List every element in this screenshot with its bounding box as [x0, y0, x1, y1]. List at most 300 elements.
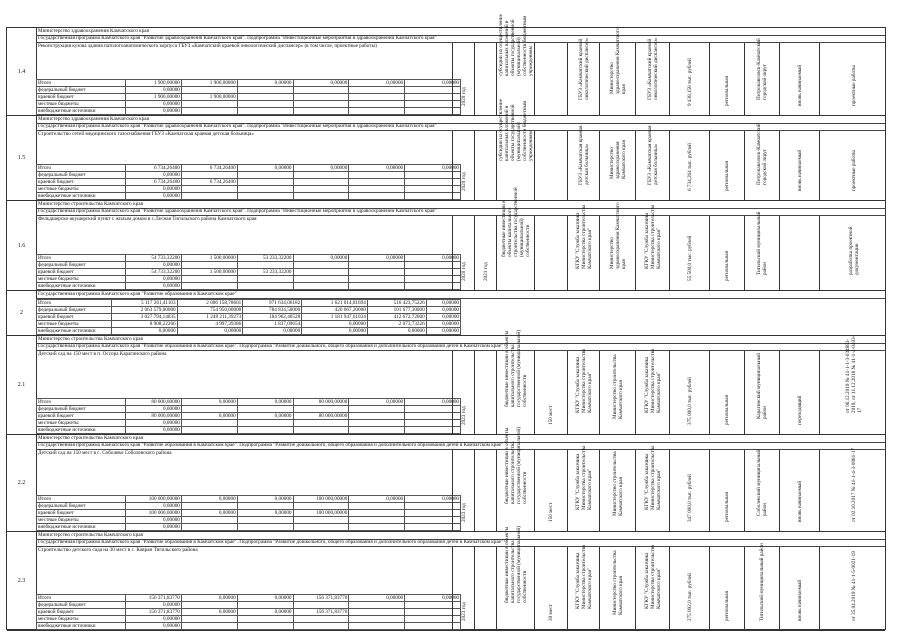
- financing-value: 100 000,00000: [126, 510, 182, 517]
- financing-row: [37, 269, 461, 276]
- financing-value: [293, 87, 349, 94]
- financing-value: 0,00000: [181, 413, 237, 420]
- attribute-text: КГКУ "Служба заказчика Министерства строительства Камчатского края": [574, 445, 593, 510]
- attribute-text: КГКУ "Служба заказчика Министерства строительства Камчатского края": [643, 445, 662, 510]
- attribute-cell-significance: [709, 450, 744, 531]
- attribute-text: вновь начинаемый: [796, 64, 803, 106]
- financing-source-label: федеральный бюджет: [37, 307, 112, 314]
- attribute-cell-responsible-executive: [599, 450, 635, 531]
- financing-value: 2 073,73226: [367, 321, 426, 328]
- financing-value: 80 000,00000: [126, 399, 182, 406]
- financing-source-label: внебюджетные источники: [37, 283, 126, 290]
- financing-value: 2 006 158,78601: [177, 300, 243, 307]
- program-header: Государственная программа Камчатского края "Развитие образования в Камчатском крае": [36, 291, 885, 299]
- financing-row: [37, 524, 461, 531]
- financing-value: 0,00000: [181, 496, 237, 503]
- financing-source-label: внебюджетные источники: [37, 193, 126, 200]
- financing-row: [37, 108, 461, 115]
- financing-value: [237, 420, 293, 427]
- attribute-text: вновь начинаемый: [796, 579, 803, 621]
- attribute-cell-year-start: [452, 547, 474, 630]
- attribute-text: 375 000,0 тыс. рублей: [686, 377, 693, 425]
- financing-value: [181, 517, 237, 524]
- financing-source-label: федеральный бюджет: [37, 602, 126, 609]
- financing-value: 80 000,00000: [293, 413, 349, 420]
- financing-value: [349, 609, 405, 616]
- financing-value: [181, 524, 237, 531]
- financing-value: 0,00000: [426, 328, 460, 335]
- financing-value: [237, 94, 293, 101]
- object-name: Детский сад на 150 мест в с. Соболево Соболевского района: [38, 450, 172, 456]
- financing-value: [293, 94, 349, 101]
- financing-value: [237, 427, 293, 434]
- financing-row: [37, 172, 461, 179]
- financing-value: [349, 420, 405, 427]
- row-number: 1.6: [7, 201, 37, 290]
- financing-value: 0,00000: [349, 255, 405, 262]
- financing-source-label: местные бюджеты: [37, 276, 126, 283]
- attribute-text: Министерство здравоохранения Камчатского края: [608, 202, 627, 269]
- financing-value: [293, 283, 349, 290]
- attribute-text: КГКУ "Служба заказчика Министерства строительства Камчатского края": [643, 204, 662, 269]
- financing-value: [237, 87, 293, 94]
- financing-source-label: краевой бюджет: [37, 609, 126, 616]
- financing-value: [349, 427, 405, 434]
- financing-row: [37, 321, 461, 328]
- attribute-cell-estimated-cost: [669, 216, 709, 290]
- attribute-cell-object-status: [779, 43, 819, 115]
- financing-source-label: внебюджетные источники: [37, 524, 126, 531]
- row-number: 2: [7, 291, 37, 335]
- financing-value: [181, 427, 237, 434]
- financing-value: [293, 517, 349, 524]
- attribute-cell-customer: [567, 125, 599, 200]
- financing-value: 1 248 211,39273: [177, 314, 243, 321]
- financing-value: 1 500,00000: [181, 269, 237, 276]
- financing-value: [237, 172, 293, 179]
- attribute-cell-customer: [567, 445, 599, 531]
- financing-row: [37, 427, 461, 434]
- attribute-text: субсидии на осуществление капитальных вложений в объекты государственной (муниципальной) собственности бюджетным учреждениям: [497, 98, 534, 161]
- financing-value: 0,00000: [237, 510, 293, 517]
- financing-value: 0,00000: [126, 517, 182, 524]
- financing-value: 0,00000: [181, 609, 237, 616]
- financing-value: 0,00000: [126, 283, 182, 290]
- attribute-cell-estimated-cost: [669, 43, 709, 115]
- financing-row: [37, 602, 461, 609]
- attribute-text: Министерство строительства Камчатского края: [611, 451, 624, 516]
- attribute-text: Тигильский муниципальный район: [759, 543, 765, 621]
- program-header: Государственная программа Камчатского края "Развитие образования в Камчатском крае". Подпрограмма "Развитие дошкольного, общего образования и дополнительного образования детей в Камчатском крае": [36, 539, 885, 547]
- financing-row: [37, 262, 461, 269]
- attribute-cell-estimated-cost: [669, 547, 709, 630]
- attribute-cell-responsible-executive: [599, 351, 635, 434]
- financing-source-label: краевой бюджет: [37, 269, 126, 276]
- financing-row: [37, 165, 461, 172]
- attribute-cell-developer: [635, 125, 669, 200]
- attribute-text: КГКУ "Служба заказчика Министерства строительства Камчатского края": [574, 544, 593, 609]
- financing-row: [37, 517, 461, 524]
- attribute-cell-year-end: [474, 43, 496, 115]
- attribute-cell-responsible-executive: [599, 27, 635, 115]
- financing-source-label: Итого: [37, 165, 126, 172]
- financing-table: [36, 254, 461, 290]
- attribute-cell-year-end: [474, 547, 496, 630]
- attribute-cell-year-start: [452, 131, 474, 200]
- attribute-text: бюджетные инвестиции в объекты капитального строительства государственной (муниципальной) собственности: [500, 187, 531, 257]
- financing-value: 0,00000: [302, 328, 368, 335]
- attribute-text: проектные работы: [850, 150, 857, 191]
- financing-table: [36, 79, 461, 115]
- financing-value: [293, 193, 349, 200]
- project-section: [7, 98, 885, 201]
- financing-row: [37, 193, 461, 200]
- attribute-cell-object-status: [779, 131, 819, 200]
- financing-value: 0,00000: [237, 399, 293, 406]
- financing-row: [37, 300, 461, 307]
- row-number: 1.5: [7, 116, 37, 200]
- financing-value: [181, 503, 237, 510]
- financing-value: [349, 94, 405, 101]
- attribute-cell-expertise-info: [819, 216, 887, 290]
- financing-value: [349, 87, 405, 94]
- financing-value: [349, 283, 405, 290]
- financing-value: 100 000,00000: [293, 510, 349, 517]
- attribute-cell-expertise-info: [819, 447, 887, 531]
- attribute-text: 150 мест: [548, 405, 554, 425]
- object-name: Детский сад на 150 мест в п. Оссора Карагинского района: [38, 351, 167, 357]
- ministry-header: Министерство здравоохранения Камчатского края: [36, 116, 885, 124]
- financing-value: [181, 186, 237, 193]
- attribute-cell-municipality: [744, 211, 779, 290]
- attribute-cell-year-start: [452, 43, 474, 115]
- attribute-cell-estimated-cost: [669, 450, 709, 531]
- attribute-text: Министерство здравоохранения Камчатского края: [608, 140, 627, 179]
- financing-source-label: Итого: [37, 496, 126, 503]
- financing-source-label: внебюджетные источники: [37, 427, 126, 434]
- attribute-cell-investment-form: [496, 526, 534, 630]
- attribute-text: Министерство здравоохранения Камчатского края: [608, 27, 627, 94]
- financing-value: [349, 276, 405, 283]
- financing-row: [37, 406, 461, 413]
- financing-value: 1 900,00000: [181, 80, 237, 87]
- financing-row: [37, 420, 461, 427]
- attribute-cell-object-status: [779, 547, 819, 630]
- financing-value: 0,00000: [126, 101, 182, 108]
- financing-value: 1 900,00000: [126, 94, 182, 101]
- financing-row: [37, 510, 461, 517]
- financing-value: [237, 406, 293, 413]
- financing-value: 156 371,83770: [126, 595, 182, 602]
- attribute-text: 150 мест: [548, 502, 554, 522]
- financing-value: 0,00000: [126, 262, 182, 269]
- attribute-text: 2021 год: [482, 262, 489, 281]
- financing-source-label: внебюджетные источники: [37, 108, 126, 115]
- financing-value: 0,00000: [405, 80, 461, 87]
- ministry-header: Министерство строительства Камчатского края: [36, 201, 885, 209]
- financing-value: [237, 101, 293, 108]
- financing-value: [181, 406, 237, 413]
- financing-value: [181, 602, 237, 609]
- financing-value: [349, 269, 405, 276]
- financing-row: [37, 179, 461, 186]
- financing-source-label: внебюджетные источники: [37, 623, 126, 630]
- financing-source-label: краевой бюджет: [37, 314, 112, 321]
- ministry-header: Министерство строительства Камчатского края: [36, 532, 885, 540]
- program-header: Государственная программа Камчатского края "Развитие здравоохранения Камчатского края". Подпрограмма "Инвестиционные мероприятия в здравоохранении Камчатского края": [36, 35, 885, 43]
- financing-value: 1 181 947,61034: [302, 314, 368, 321]
- financing-value: 0,00000: [405, 255, 461, 262]
- financing-value: [237, 276, 293, 283]
- attribute-text: Министерство строительства Камчатского края: [611, 354, 624, 419]
- financing-value: 54 733,32200: [126, 255, 182, 262]
- object-name: Фельдшерско-акушерский пункт с жилым домом в с.Лесная Тигильского района Камчатского края: [38, 216, 257, 222]
- financing-value: 1 500,00000: [181, 255, 237, 262]
- financing-value: [293, 427, 349, 434]
- attribute-cell-municipality: [744, 38, 779, 115]
- attribute-cell-estimated-cost: [669, 351, 709, 434]
- financing-value: 3 027 794,14835: [112, 314, 178, 321]
- ministry-header: Министерство строительства Камчатского края: [36, 336, 885, 344]
- program-summary-section: [7, 291, 885, 336]
- project-section: [7, 330, 885, 435]
- financing-value: 0,00000: [126, 193, 182, 200]
- financing-value: 184 962,46528: [243, 314, 302, 321]
- attribute-cell-significance: [709, 351, 744, 434]
- financing-value: 0,00000: [181, 595, 237, 602]
- financing-value: 100 000,00000: [126, 496, 182, 503]
- financing-value: 0,00000: [237, 413, 293, 420]
- attribute-text: региональная: [724, 76, 730, 106]
- financing-value: [181, 101, 237, 108]
- financing-source-label: федеральный бюджет: [37, 503, 126, 510]
- financing-value: 0,00000: [237, 609, 293, 616]
- attribute-text: региональная: [724, 591, 730, 621]
- financing-value: 0,00000: [426, 314, 460, 321]
- financing-value: [293, 172, 349, 179]
- financing-value: 0,00000: [293, 255, 349, 262]
- financing-row: [37, 255, 461, 262]
- attribute-text: 2023 год: [460, 602, 467, 621]
- financing-value: 0,00000: [243, 328, 302, 335]
- program-financing-table: [36, 299, 885, 335]
- attribute-cell-investment-form: [496, 330, 534, 434]
- financing-row: [37, 399, 461, 406]
- financing-row: [37, 186, 461, 193]
- financing-value: [237, 623, 293, 630]
- attribute-text: 2020 год: [460, 172, 467, 191]
- financing-row: [37, 616, 461, 623]
- attribute-cell-significance: [709, 43, 744, 115]
- program-header: Государственная программа Камчатского края "Развитие здравоохранения Камчатского края". Подпрограмма "Инвестиционные мероприятия в здравоохранении Камчатского края": [36, 208, 885, 216]
- attribute-cell-customer: [567, 544, 599, 630]
- financing-row: [37, 101, 461, 108]
- financing-value: 100 000,00000: [293, 496, 349, 503]
- financing-value: [293, 503, 349, 510]
- financing-value: 0,00000: [302, 321, 368, 328]
- financing-value: 0,00000: [426, 307, 460, 314]
- financing-source-label: федеральный бюджет: [37, 172, 126, 179]
- financing-value: [293, 108, 349, 115]
- financing-value: [181, 276, 237, 283]
- attribute-cell-capacity: [534, 450, 567, 531]
- row-number: 2.1: [7, 336, 37, 434]
- financing-value: [237, 262, 293, 269]
- attribute-cell-responsible-executive: [599, 202, 635, 290]
- financing-value: [349, 524, 405, 531]
- project-section: [7, 427, 885, 532]
- financing-value: [349, 193, 405, 200]
- financing-value: [237, 602, 293, 609]
- financing-value: 0,00000: [405, 165, 461, 172]
- financing-value: [181, 420, 237, 427]
- attribute-cell-capacity: [534, 351, 567, 434]
- financing-value: [237, 186, 293, 193]
- financing-value: 0,00000: [126, 186, 182, 193]
- financing-value: 0,00000: [426, 300, 460, 307]
- financing-row: [37, 503, 461, 510]
- attribute-text: субсидии на осуществление капитальных вложений в объекты государственной (муниципальной) собственности бюджетным учреждениям: [497, 13, 534, 76]
- attribute-text: вновь начинаемый: [796, 480, 803, 522]
- financing-value: 101 677,30000: [367, 307, 426, 314]
- attribute-cell-municipality: [744, 123, 779, 200]
- object-name: Строительство детского сада на 30 мест в с. Ковран Тигильского района: [38, 547, 198, 553]
- financing-value: [237, 108, 293, 115]
- attribute-text: КГКУ "Служба заказчика Министерства строительства Камчатского края": [574, 348, 593, 413]
- financing-value: [349, 179, 405, 186]
- financing-value: [237, 193, 293, 200]
- attribute-cell-object-status: [779, 351, 819, 434]
- financing-value: [181, 87, 237, 94]
- attribute-text: Соболевский муниципальный район: [756, 449, 768, 516]
- attribute-text: региональная: [724, 395, 730, 425]
- attribute-text: ГБУЗ «Камчатский краевой онкологический диспансер»: [577, 37, 590, 100]
- financing-value: 0,00000: [126, 406, 182, 413]
- financing-value: [181, 108, 237, 115]
- financing-value: 0,00000: [349, 399, 405, 406]
- financing-value: 0,00000: [426, 321, 460, 328]
- financing-value: 80 000,00000: [293, 399, 349, 406]
- financing-value: 412 672,72000: [367, 314, 426, 321]
- attribute-cell-year-start: [452, 216, 474, 290]
- attribute-cell-municipality: [744, 543, 779, 630]
- financing-row: [37, 80, 461, 87]
- financing-value: [237, 517, 293, 524]
- financing-value: [349, 510, 405, 517]
- attribute-cell-capacity: [534, 216, 567, 290]
- financing-value: [349, 517, 405, 524]
- attribute-text: 275 892,0 тыс. рублей: [686, 573, 693, 621]
- financing-value: [293, 420, 349, 427]
- financing-value: 0,00000: [126, 503, 182, 510]
- financing-value: [181, 262, 237, 269]
- financing-value: 0,00000: [405, 595, 461, 602]
- financing-table: [36, 299, 461, 335]
- attribute-text: ГБУЗ «Камчатский краевой онкологический диспансер»: [646, 37, 659, 100]
- financing-value: 156 371,83770: [293, 609, 349, 616]
- attribute-text: от 06.12.2019 № 41-1-1-3-034883-2019, от 11.12.2018 № 41-1-4-0403-17: [844, 335, 863, 413]
- financing-row: [37, 496, 461, 503]
- financing-value: 0,00000: [293, 165, 349, 172]
- financing-row: [37, 609, 461, 616]
- financing-value: [181, 193, 237, 200]
- attribute-cell-expertise-info: [819, 335, 887, 434]
- attribute-cell-expertise-info: [819, 131, 887, 200]
- financing-value: [349, 503, 405, 510]
- ministry-header: Министерство строительства Камчатского края: [36, 435, 885, 443]
- financing-value: [181, 283, 237, 290]
- financing-source-label: федеральный бюджет: [37, 406, 126, 413]
- attribute-cell-significance: [709, 547, 744, 630]
- financing-row: [37, 87, 461, 94]
- financing-value: 1 900,00000: [126, 80, 182, 87]
- financing-value: 0,00000: [367, 328, 426, 335]
- row-number: 2.2: [7, 435, 37, 531]
- financing-value: [237, 179, 293, 186]
- program-header: Государственная программа Камчатского края "Развитие здравоохранения Камчатского края". Подпрограмма "Инвестиционные мероприятия в здравоохранении Камчатского края": [36, 123, 885, 131]
- financing-value: [293, 406, 349, 413]
- financing-value: 4 997,39386: [177, 321, 243, 328]
- financing-value: [349, 602, 405, 609]
- financing-source-label: местные бюджеты: [37, 186, 126, 193]
- financing-source-label: местные бюджеты: [37, 420, 126, 427]
- financing-source-label: местные бюджеты: [37, 321, 112, 328]
- attribute-text: Петропавловск-Камчатский городской округ: [756, 38, 768, 100]
- attribute-cell-significance: [709, 216, 744, 290]
- financing-value: [349, 186, 405, 193]
- attribute-cell-estimated-cost: [669, 131, 709, 200]
- financing-value: [237, 503, 293, 510]
- project-section: [7, 187, 885, 291]
- financing-value: 0,00000: [181, 399, 237, 406]
- attribute-cell-expertise-info: [819, 43, 887, 115]
- financing-value: 2 063 579,00000: [112, 307, 178, 314]
- attribute-cell-year-end: [474, 351, 496, 434]
- financing-value: [349, 623, 405, 630]
- attribute-text: региональная: [724, 251, 730, 281]
- attribute-cell-municipality: [744, 351, 779, 434]
- attribute-text: переходящий: [796, 395, 803, 425]
- financing-value: 784 834,50000: [243, 307, 302, 314]
- financing-source-label: краевой бюджет: [37, 94, 126, 101]
- financing-value: 5 117 261,41103: [112, 300, 178, 307]
- financing-table: [36, 495, 461, 531]
- financing-value: 0,00000: [126, 172, 182, 179]
- attribute-text: разработка проектной документации: [847, 226, 860, 275]
- financing-value: 80 000,00000: [126, 413, 182, 420]
- financing-value: [293, 101, 349, 108]
- financing-source-label: Итого: [37, 255, 126, 262]
- financing-value: 0,00000: [293, 80, 349, 87]
- attribute-cell-municipality: [744, 450, 779, 531]
- financing-source-label: местные бюджеты: [37, 517, 126, 524]
- financing-value: 971 634,06182: [243, 300, 302, 307]
- financing-value: 0,00000: [349, 595, 405, 602]
- attribute-text: КГКУ "Служба заказчика Министерства строительства Камчатского края": [574, 204, 593, 269]
- financing-row: [37, 595, 461, 602]
- financing-value: 156 371,83770: [126, 609, 182, 616]
- financing-value: 0,00000: [177, 328, 243, 335]
- financing-value: [181, 616, 237, 623]
- financing-source-label: федеральный бюджет: [37, 87, 126, 94]
- financing-value: 0,00000: [349, 496, 405, 503]
- financing-value: [293, 186, 349, 193]
- financing-value: 0,00000: [237, 165, 293, 172]
- financing-row: [37, 413, 461, 420]
- attribute-text: от 25.04.2019 № 41-1-5-0021-19: [850, 551, 857, 621]
- financing-value: 53 233,32200: [237, 269, 293, 276]
- attribute-cell-developer: [635, 37, 669, 115]
